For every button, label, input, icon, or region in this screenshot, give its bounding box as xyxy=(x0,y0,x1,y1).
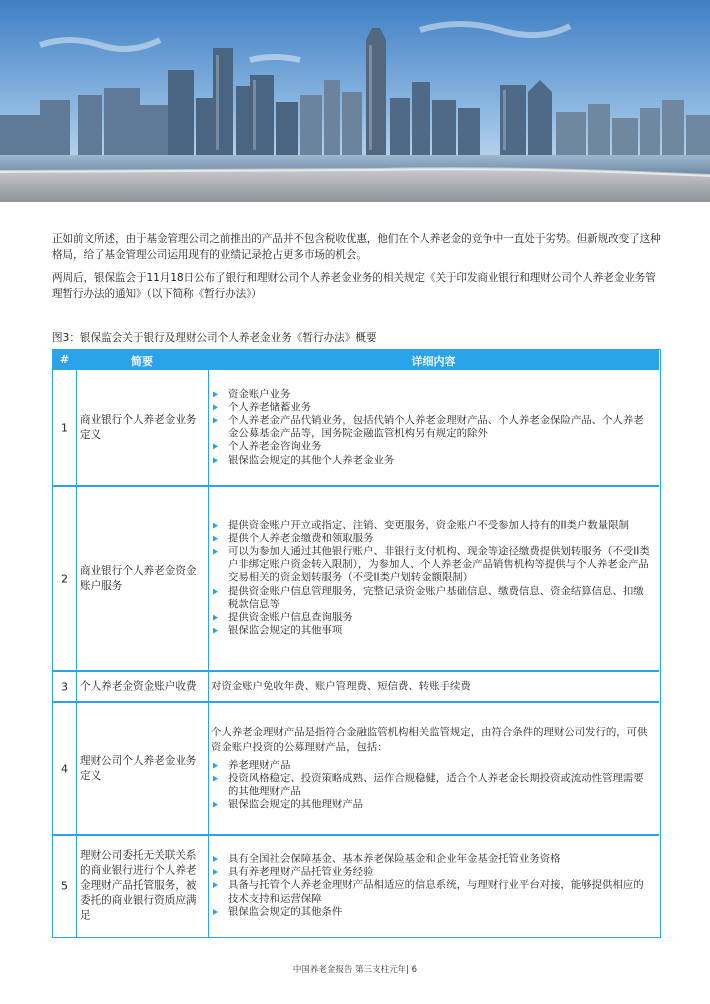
triangle-bullet-icon xyxy=(213,775,218,781)
row-summary: 理财公司个人养老金业务定义 xyxy=(80,754,197,782)
list-item: 投资风格稳定、投资策略成熟、运作合规稳健，适合个人养老金长期投资或流动性管理需要的其他理财产品 xyxy=(211,772,653,798)
summary-table xyxy=(52,349,661,938)
triangle-bullet-icon xyxy=(213,615,218,621)
list-item: 具有全国社会保障基金、基本养老保险基金和企业年金基金托管业务资格 xyxy=(211,853,653,866)
triangle-bullet-icon xyxy=(213,444,218,450)
row-number: 4 xyxy=(61,762,68,775)
row-detail-intro: 个人养老金理财产品是指符合金融监管机构相关监管规定，由符合条件的理财公司发行的，可供资金账户投资的公募理财产品，包括： xyxy=(211,726,648,754)
list-item: 提供资金账户信息查询服务 xyxy=(211,612,653,625)
row-summary: 个人养老金资金账户收费 xyxy=(80,680,197,692)
list-item: 可以为参加人通过其他银行账户、非银行支付机构、现金等途径缴费提供划转服务（不受II类户非绑定账户资金转入限制），为参加人、个人养老金产品销售机构等提供与个人养老金产品交易相关的资金划转服务（不受II类户划转金额限制） xyxy=(211,545,653,585)
triangle-bullet-icon xyxy=(213,535,218,541)
triangle-bullet-icon xyxy=(213,802,218,808)
row-detail xyxy=(211,679,653,694)
list-item: 个人养老储蓄业务 xyxy=(211,401,653,414)
list-item: 资金账户业务 xyxy=(211,388,653,401)
list-item: 提供资金账户开立或指定、注销、变更服务，资金账户不受参加人持有的II类户数量限制 xyxy=(211,519,653,532)
triangle-bullet-icon xyxy=(213,417,218,423)
triangle-bullet-icon xyxy=(213,548,218,554)
row-detail-text: 对资金账户免收年费、账户管理费、短信费、转账手续费 xyxy=(211,680,471,692)
table-row xyxy=(53,703,659,834)
figure-title: 图3：银保监会关于银行及理财公司个人养老金业务《暂行办法》概要 xyxy=(52,332,377,344)
triangle-bullet-icon xyxy=(213,404,218,410)
row-summary: 商业银行个人养老金业务定义 xyxy=(80,413,197,441)
page-footer: 中国养老金报告 第三支柱元年| 6 xyxy=(292,965,418,975)
table-row xyxy=(53,672,659,701)
row-summary: 商业银行个人养老金资金账户服务 xyxy=(80,564,197,592)
row-number: 5 xyxy=(61,879,68,893)
triangle-bullet-icon xyxy=(213,762,218,768)
list-item: 银保监会规定的其他理财产品 xyxy=(211,799,653,812)
intro-paragraph-2: 两周后，银保监会于11月18日公布了银行和理财公司个人养老金业务的相关规定《关于印发商业银行和理财公司个人养老金业务管理暂行办法的通知》（以下简称《暂行办法》） xyxy=(52,272,656,300)
triangle-bullet-icon xyxy=(213,457,218,463)
row-detail xyxy=(211,388,653,467)
row-number: 3 xyxy=(61,680,68,693)
list-item: 个人养老金咨询业务 xyxy=(211,441,653,454)
triangle-bullet-icon xyxy=(213,909,218,915)
triangle-bullet-icon xyxy=(213,869,218,875)
city-skyline-banner xyxy=(0,0,710,202)
row-detail xyxy=(211,853,653,919)
list-item: 提供个人养老金缴费和领取服务 xyxy=(211,532,653,545)
row-number: 1 xyxy=(61,421,68,434)
table-header xyxy=(53,350,659,370)
row-detail xyxy=(211,725,653,812)
table-row xyxy=(53,370,659,485)
triangle-bullet-icon xyxy=(213,588,218,594)
list-item: 养老理财产品 xyxy=(211,759,653,772)
list-item: 个人养老金产品代销业务，包括代销个人养老金理财产品、个人养老金保险产品、个人养老金公募基金产品等，国务院金融监管机构另有规定的除外 xyxy=(211,414,653,440)
header-summary: 简要 xyxy=(131,355,153,368)
header-num: # xyxy=(59,353,70,366)
list-item: 银保监会规定的其他条件 xyxy=(211,906,653,919)
list-item: 具有养老理财产品托管业务经验 xyxy=(211,866,653,879)
row-detail xyxy=(211,519,653,638)
list-item: 提供资金账户信息管理服务，完整记录资金账户基础信息、缴费信息、资金结算信息、扣缴税款信息等 xyxy=(211,585,653,611)
list-item: 银保监会规定的其他个人养老金业务 xyxy=(211,454,653,467)
triangle-bullet-icon xyxy=(213,882,218,888)
intro-paragraph-1: 正如前文所述，由于基金管理公司之前推出的产品并不包含税收优惠，他们在个人养老金的竞争中一直处于劣势。但新规改变了这种格局，给了基金管理公司运用现有的业绩记录抢占更多市场的机会。 xyxy=(52,233,661,261)
header-detail: 详细内容 xyxy=(411,355,456,368)
table-row xyxy=(53,487,659,670)
triangle-bullet-icon xyxy=(213,522,218,528)
row-number: 2 xyxy=(61,572,68,585)
city-skyline-icon xyxy=(0,0,710,202)
list-item: 具备与托管个人养老金理财产品相适应的信息系统，与理财行业平台对接，能够提供相应的技术支持和运营保障 xyxy=(211,879,653,905)
table-row xyxy=(53,836,659,936)
row-summary: 理财公司委托无关联关系的商业银行进行个人养老金理财产品托管服务，被委托的商业银行资质应满足 xyxy=(80,849,197,922)
triangle-bullet-icon xyxy=(213,856,218,862)
triangle-bullet-icon xyxy=(213,628,218,634)
triangle-bullet-icon xyxy=(213,391,218,397)
list-item: 银保监会规定的其他事项 xyxy=(211,625,653,638)
